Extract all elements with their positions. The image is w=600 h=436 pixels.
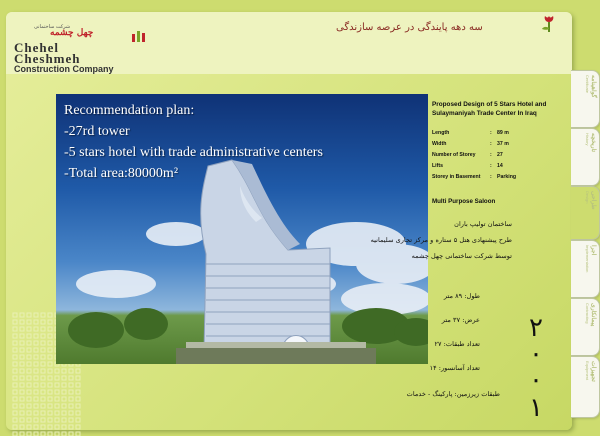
tab-contracting[interactable]: پیمانکاری Contracting xyxy=(571,298,600,356)
tab-implementation[interactable]: اجرا Implementation xyxy=(571,240,600,298)
year-emblem xyxy=(519,312,553,422)
logo-flower-icon xyxy=(130,28,150,42)
persian-detail-line: تعداد آسانسور: ۱۴ xyxy=(429,364,480,372)
recommendation-line: -27rd tower xyxy=(64,124,130,139)
tab-equipment[interactable]: تجهیزات Equipment xyxy=(571,356,600,418)
logo-word-cheshmeh: Cheshmeh xyxy=(14,51,81,66)
persian-detail-line: ساختمان تولیپ باران xyxy=(454,220,512,228)
logo-persian-name: چهل چشمه xyxy=(50,28,94,38)
tulip-icon xyxy=(538,14,560,36)
persian-detail-line: طرح پیشنهادی هتل ۵ ستاره و مرکز تجاری سلیمانیه xyxy=(370,236,512,244)
company-motto: سه دهه پایندگی در عرصه سازندگی xyxy=(336,22,483,33)
project-title: Proposed Design of 5 Stars Hotel and Sulaymaniyah Trade Center In Iraq xyxy=(432,101,547,117)
tab-certificate[interactable]: گواهینامه Certificate xyxy=(571,70,600,128)
persian-detail-line: تعداد طبقات: ۲۷ xyxy=(434,340,480,348)
project-info: Proposed Design of 5 Stars Hotel and Sulaymaniyah Trade Center In Iraq Length : 89 m Width : 37 m Number of Storey : 27 Lifts : 14 Storey in Basement : Parking xyxy=(432,100,572,118)
tab-design[interactable]: طراحی Design xyxy=(571,186,600,240)
recommendation-heading: Recommendation plan: xyxy=(64,103,195,118)
persian-detail-line: طبقات زیرزمین: پارکینگ - خدمات xyxy=(406,390,500,398)
recommendation-line: -5 stars hotel with trade administrative centers xyxy=(64,145,323,160)
logo-tagline: شرکت ساختمانی xyxy=(34,24,71,30)
emblem-digit: ٠ xyxy=(529,365,543,395)
logo-word-construction: Construction Company xyxy=(14,64,114,74)
recommendation-line: -Total area:80000m² xyxy=(64,166,179,181)
emblem-digit: ٠ xyxy=(529,339,543,369)
persian-detail-line: طول: ۸۹ متر xyxy=(443,292,480,300)
logo-word-chehel: Chehel xyxy=(14,40,59,55)
recommendation-plan xyxy=(64,100,323,184)
persian-detail-line: توسط شرکت ساختمانی چهل چشمه xyxy=(411,252,512,260)
emblem-digit: ١ xyxy=(529,393,543,422)
company-logo xyxy=(12,24,152,76)
building-render-photo xyxy=(56,94,428,364)
multi-purpose-saloon: Multi Purpose Saloon xyxy=(432,198,496,205)
section-tabs xyxy=(571,70,600,430)
persian-detail-line: عرض: ۳۷ متر xyxy=(441,316,480,324)
emblem-digit: ٢ xyxy=(529,313,543,343)
tab-history[interactable]: تاریخچه History xyxy=(571,128,600,186)
